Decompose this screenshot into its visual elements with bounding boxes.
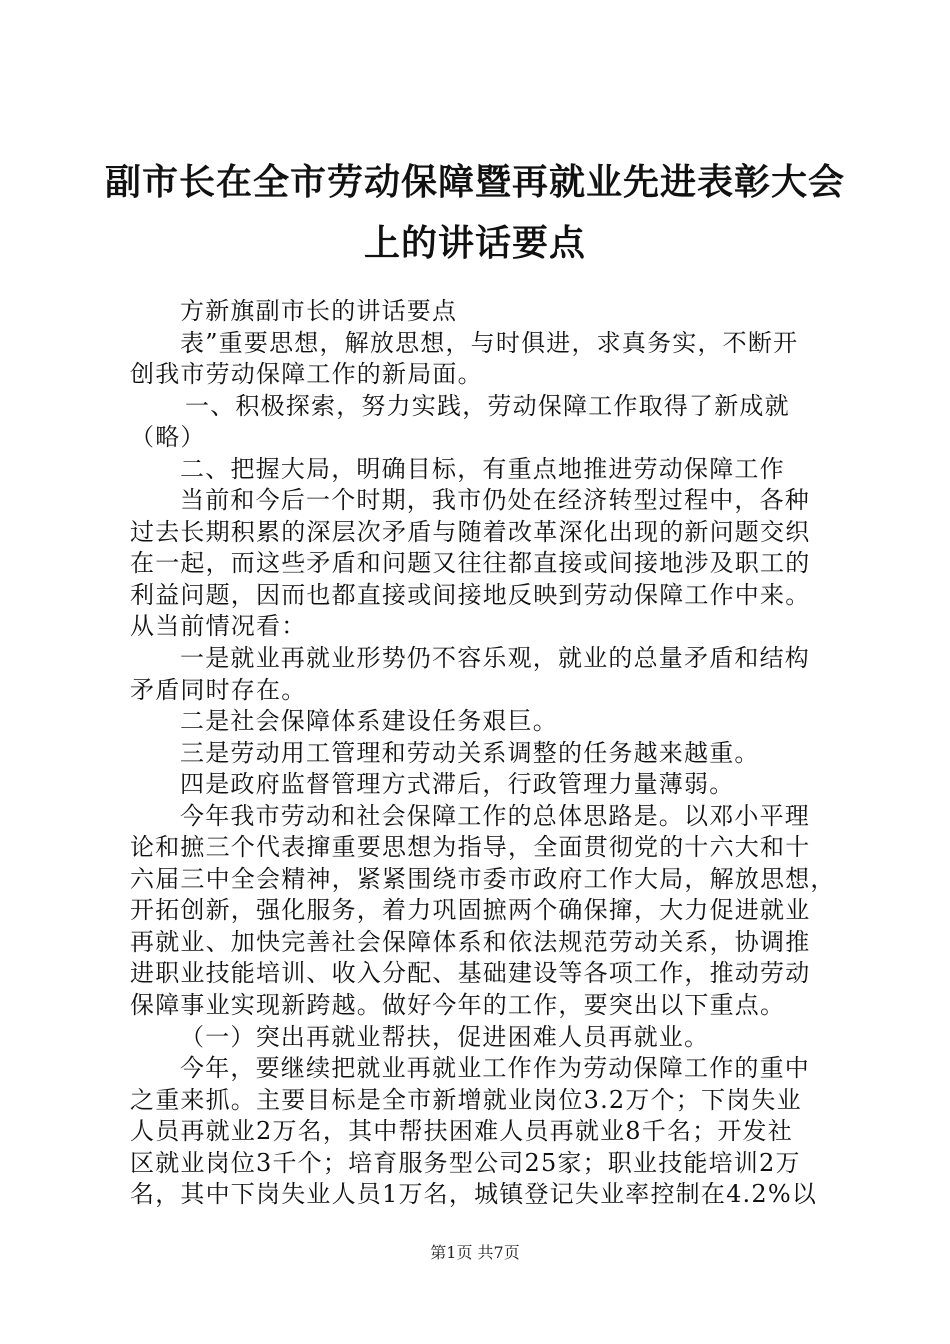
paragraph-line: 创我市劳动保障工作的新局面。	[130, 360, 483, 389]
paragraph-line: 区就业岗位3千个；培育服务型公司25家；职业技能培训2万	[130, 1148, 801, 1177]
section-heading: （一）突出再就业帮扶，促进困难人员再就业。	[180, 1022, 710, 1051]
paragraph-line: 二是社会保障体系建设任务艰巨。	[180, 707, 558, 736]
document-body	[130, 296, 835, 1211]
page-number-footer: 第1页 共7页	[430, 1243, 520, 1262]
paragraph-line: 表”重要思想，解放思想，与时俱进，求真务实，不断开	[180, 328, 799, 357]
paragraph-line: 开拓创新，强化服务，着力巩固摭两个确保撺，大力促进就业	[130, 896, 811, 925]
document-title-line-2: 上的讲话要点	[363, 223, 586, 264]
paragraph-line: 人员再就业2万名，其中帮扶困难人员再就业8千名；开发社	[130, 1117, 793, 1146]
paragraph-line: 一是就业再就业形势仍不容乐观，就业的总量矛盾和结构	[180, 644, 810, 673]
paragraph-line: 过去长期积累的深层次矛盾与随着改革深化出现的新问题交织	[130, 517, 811, 546]
paragraph-line: 在一起，而这些矛盾和问题又往往都直接或间接地涉及职工的	[130, 549, 811, 578]
document-title-line-1: 副市长在全市劳动保障暨再就业先进表彰大会	[104, 162, 845, 203]
paragraph-line: 之重来抓。主要目标是全市新增就业岗位3.2万个；下岗失业	[130, 1085, 802, 1114]
paragraph-line: 四是政府监督管理方式滞后，行政管理力量薄弱。	[180, 770, 735, 799]
paragraph-line: 三是劳动用工管理和劳动关系调整的任务越来越重。	[180, 738, 760, 767]
paragraph-line: 再就业、加快完善社会保障体系和依法规范劳动关系，协调推	[130, 927, 811, 956]
paragraph-line: 论和摭三个代表撺重要思想为指导，全面贯彻党的十六大和十	[130, 833, 811, 862]
paragraph-line: 方新旗副市长的讲话要点	[180, 297, 458, 325]
paragraph-line: 当前和今后一个时期，我市仍处在经济转型过程中，各种	[180, 486, 810, 515]
paragraph-line: 从当前情况看：	[130, 612, 307, 641]
paragraph-line: 今年，要继续把就业再就业工作作为劳动保障工作的重中	[180, 1054, 810, 1083]
paragraph-line: 利益问题，因而也都直接或间接地反映到劳动保障工作中来。	[130, 580, 811, 609]
section-heading: 二、把握大局，明确目标，有重点地推进劳动保障工作	[180, 454, 785, 483]
paragraph-line: 今年我市劳动和社会保障工作的总体思路是。以邓小平理	[180, 801, 810, 830]
paragraph-line: 保障事业实现新跨越。做好今年的工作，要突出以下重点。	[130, 991, 786, 1020]
paragraph-line: （略）	[130, 423, 206, 452]
paragraph-line: 进职业技能培训、收入分配、基础建设等各项工作，推动劳动	[130, 959, 811, 988]
paragraph-line: 六届三中全会精神，紧紧围绕市委市政府工作大局，解放思想，	[130, 864, 836, 893]
paragraph-line: 名，其中下岗失业人员1万名，城镇登记失业率控制在4.2%以	[130, 1180, 818, 1209]
section-heading: 一、积极探索，努力实践，劳动保障工作取得了新成就	[185, 391, 790, 420]
paragraph-line: 矛盾同时存在。	[130, 675, 307, 704]
